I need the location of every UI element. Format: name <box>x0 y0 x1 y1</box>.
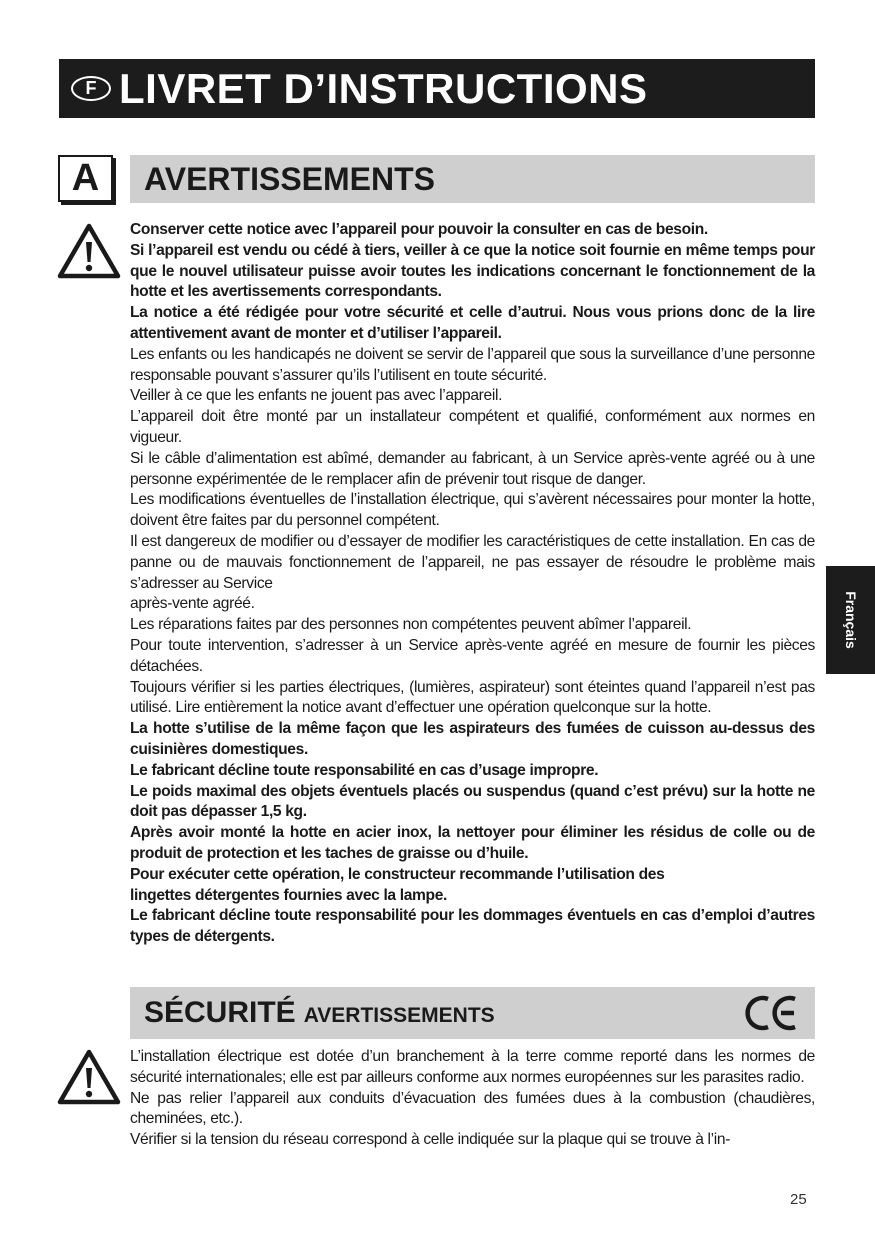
paragraph: Si l’appareil est vendu ou cédé à tiers, veiller à ce que la notice soit fournie en même temps pour que le nouvel utilisateur puisse avoir toutes les indications concernant le fonctionnement de la hotte et les avertissements correspondants. <box>130 241 815 301</box>
section-letter-badge: A <box>58 155 113 202</box>
paragraph: L’appareil doit être monté par un installateur compétent et qualifié, conformément aux normes en vigueur. <box>130 408 815 446</box>
paragraph: Pour exécuter cette opération, le constructeur recommande l’utilisation des <box>130 865 665 883</box>
paragraph: Toujours vérifier si les parties électriques, (lumières, aspirateur) sont éteintes quand l’appareil n’est pas utilisé. Lire entièrement la notice avant d’effectuer une opération quelconque sur la hotte. <box>130 678 815 717</box>
warnings-text-block <box>130 220 815 948</box>
language-side-tab-label: Français <box>842 591 859 649</box>
language-code-badge: F <box>71 76 111 101</box>
paragraph: Si le câble d’alimentation est abîmé, demander au fabricant, à un Service après-vente agréé ou à une personne expérimentée de le remplacer afin de prévenir tout risque de danger. <box>130 449 815 488</box>
paragraph: Vérifier si la tension du réseau correspond à celle indiquée sur la plaque qui se trouve à l’in- <box>130 1131 731 1149</box>
paragraph: Les enfants ou les handicapés ne doivent se servir de l’appareil que sous la surveillance d’une personne responsable pouvant s’assurer qu’ils l’utilisent en toute sécurité. <box>130 345 815 384</box>
safety-text-block <box>130 1047 815 1151</box>
section-heading-warnings <box>130 155 815 203</box>
paragraph: Le poids maximal des objets éventuels placés ou suspendus (quand c’est prévu) sur la hotte ne doit pas dépasser 1,5 kg. <box>130 782 815 821</box>
paragraph: Le fabricant décline toute responsabilité pour les dommages éventuels en cas d’emploi d’autres types de détergents. <box>130 907 815 946</box>
section-heading-text: AVERTISSEMENTS <box>144 160 435 197</box>
paragraph: Pour toute intervention, s’adresser à un Service après-vente agréé en mesure de fournir les pièces détachées. <box>130 636 815 675</box>
paragraph: lingettes détergentes fournies avec la lampe. <box>130 886 448 904</box>
section-heading-sub: AVERTISSEMENTS <box>303 1004 495 1027</box>
language-side-tab <box>826 566 875 674</box>
paragraph: Il est dangereux de modifier ou d’essayer de modifier les caractéristiques de cette installation. En cas de panne ou de mauvais fonctionnement de l’appareil, ne pas essayer de résoudre le problème mais s’adresser au Service <box>130 532 815 592</box>
page-title: LIVRET D’INSTRUCTIONS <box>119 64 648 112</box>
paragraph: La notice a été rédigée pour votre sécurité et celle d’autrui. Nous vous prions donc de la lire attentivement avant de monter et d’utiliser l’appareil. <box>130 304 815 342</box>
paragraph: Les réparations faites par des personnes non compétentes peuvent abîmer l’appareil. <box>130 616 692 634</box>
warning-triangle-icon <box>56 1048 122 1106</box>
paragraph: Conserver cette notice avec l’appareil pour pouvoir la consulter en cas de besoin. <box>130 221 708 238</box>
warning-triangle-icon <box>56 222 122 280</box>
paragraph: Le fabricant décline toute responsabilité en cas d’usage impropre. <box>130 761 599 779</box>
paragraph: Les modifications éventuelles de l’installation électrique, qui s’avèrent nécessaires pour monter la hotte, doivent être faites par du personnel compétent. <box>130 491 815 530</box>
paragraph: après-vente agréé. <box>130 595 255 613</box>
ce-mark-icon <box>741 992 803 1034</box>
title-bar <box>59 59 815 118</box>
section-heading-safety <box>130 987 815 1039</box>
section-heading-main: SÉCURITÉ <box>144 996 296 1029</box>
paragraph: Veiller à ce que les enfants ne jouent pas avec l’appareil. <box>130 387 503 405</box>
paragraph: La hotte s’utilise de la même façon que les aspirateurs des fumées de cuisson au-dessus des cuisinières domestiques. <box>130 720 815 758</box>
paragraph: L’installation électrique est dotée d’un branchement à la terre comme reporté dans les normes de sécurité internationales; elle est par ailleurs conforme aux normes européennes sur les parasites radio. <box>130 1048 815 1086</box>
paragraph: Après avoir monté la hotte en acier inox, la nettoyer pour éliminer les résidus de colle ou de produit de protection et les taches de graisse ou d’huile. <box>130 824 815 862</box>
paragraph: Ne pas relier l’appareil aux conduits d’évacuation des fumées dues à la combustion (chaudières, cheminées, etc.). <box>130 1089 815 1128</box>
page-number: 25 <box>790 1191 807 1208</box>
